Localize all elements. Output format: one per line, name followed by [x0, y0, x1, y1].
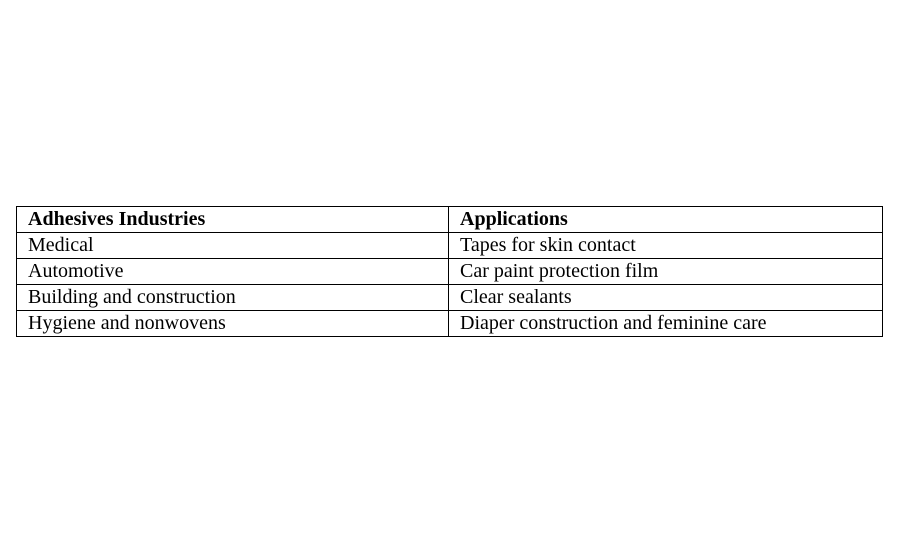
header-row: [17, 207, 883, 233]
application-cell: Car paint protection film: [449, 259, 883, 285]
industries-applications-table: [16, 206, 883, 337]
application-cell: Diaper construction and feminine care: [449, 311, 883, 337]
table-row: [17, 311, 883, 337]
document-table-container: [16, 206, 882, 337]
industry-cell: Medical: [17, 233, 449, 259]
table-row: [17, 259, 883, 285]
industry-cell: Building and construction: [17, 285, 449, 311]
table-row: [17, 233, 883, 259]
application-cell: Clear sealants: [449, 285, 883, 311]
header-cell-applications: Applications: [449, 207, 883, 233]
application-cell: Tapes for skin contact: [449, 233, 883, 259]
industry-cell: Automotive: [17, 259, 449, 285]
table-header: [17, 207, 883, 233]
industry-cell: Hygiene and nonwovens: [17, 311, 449, 337]
table-body: [17, 233, 883, 337]
table-row: [17, 285, 883, 311]
header-cell-industries: Adhesives Industries: [17, 207, 449, 233]
